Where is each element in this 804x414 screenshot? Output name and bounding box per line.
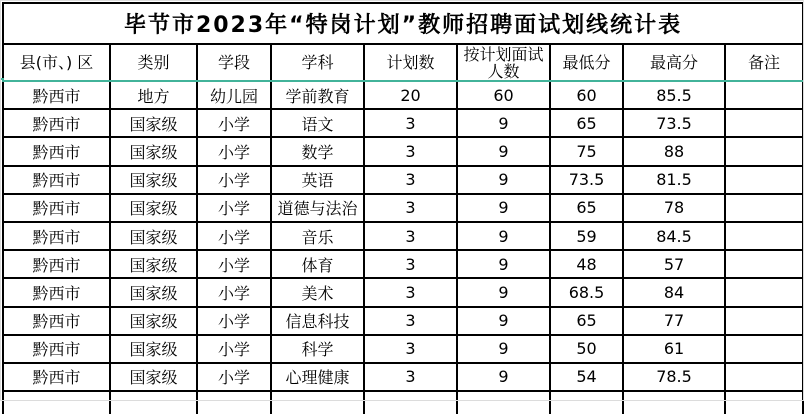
- table-cell: 体育: [271, 250, 364, 278]
- table-cell: 小学: [197, 166, 271, 194]
- table-cell: 小学: [197, 278, 271, 306]
- table-cell: 国家级: [110, 278, 197, 306]
- table-cell: 57: [623, 250, 725, 278]
- table-cell: 48: [550, 250, 623, 278]
- table-cell: 50: [550, 335, 623, 363]
- table-cell: 9: [457, 194, 550, 222]
- table-cell: 黔西市: [3, 335, 110, 363]
- table-cell: 60: [457, 81, 550, 109]
- table-cell: 3: [364, 278, 457, 306]
- table-cell: 黔西市: [3, 194, 110, 222]
- table-cell: [725, 166, 803, 194]
- table-cell: 3: [364, 250, 457, 278]
- table-row: [3, 109, 803, 137]
- table-cell: 9: [457, 222, 550, 250]
- table-cell: 77: [623, 307, 725, 335]
- table-cell: 国家级: [110, 109, 197, 137]
- table-row: [3, 194, 803, 222]
- table-cell: [725, 222, 803, 250]
- table-cell: 84: [623, 278, 725, 306]
- table-cell: 黔西市: [3, 363, 110, 391]
- header-row: [3, 44, 803, 81]
- table-cell: 地方: [110, 81, 197, 109]
- table-row: [3, 166, 803, 194]
- table-cell: 科学: [271, 335, 364, 363]
- table-cell: 心理健康: [271, 363, 364, 391]
- column-header-interviewees: 按计划面试人数: [457, 44, 550, 81]
- table-cell: [725, 363, 803, 391]
- table-cell: 道德与法治: [271, 194, 364, 222]
- table-cell: 黔西市: [3, 222, 110, 250]
- table-cell: [725, 250, 803, 278]
- column-header-remark: 备注: [725, 44, 803, 81]
- table-cell: 3: [364, 109, 457, 137]
- table-cell: 73.5: [623, 109, 725, 137]
- table-row: [3, 335, 803, 363]
- table-cell: 小学: [197, 222, 271, 250]
- table-cell: [725, 81, 803, 109]
- header-divider-line: [0, 78, 4, 80]
- table-row: [3, 81, 803, 109]
- table-cell: 78: [623, 194, 725, 222]
- table-cell: 9: [457, 278, 550, 306]
- table-cell: 小学: [197, 109, 271, 137]
- table-cell: 9: [457, 137, 550, 165]
- table-cell: [725, 307, 803, 335]
- table-cell: 9: [457, 250, 550, 278]
- table-cell: 小学: [197, 335, 271, 363]
- table-cell: 小学: [197, 250, 271, 278]
- table-cell: 国家级: [110, 222, 197, 250]
- table-cell: 9: [457, 166, 550, 194]
- table-cell: 黔西市: [3, 307, 110, 335]
- column-header-category: 类别: [110, 44, 197, 81]
- table-row: [3, 307, 803, 335]
- table-cell: [725, 278, 803, 306]
- column-header-county: 县(市、) 区: [3, 44, 110, 81]
- table-cell: [725, 137, 803, 165]
- table-cell: 9: [457, 307, 550, 335]
- table-row: [3, 222, 803, 250]
- table-cell: 85.5: [623, 81, 725, 109]
- table-row: [3, 363, 803, 391]
- interview-score-table: [2, 2, 804, 414]
- table-row-partial: [3, 391, 803, 414]
- table-cell: 学前教育: [271, 81, 364, 109]
- table-cell: 65: [550, 307, 623, 335]
- table-cell: 幼儿园: [197, 81, 271, 109]
- table-cell: 国家级: [110, 335, 197, 363]
- table-cell: 54: [550, 363, 623, 391]
- table-cell: 黔西市: [3, 81, 110, 109]
- table-cell: 3: [364, 194, 457, 222]
- statistics-sheet: [2, 2, 804, 414]
- table-cell: 9: [457, 109, 550, 137]
- table-cell: 英语: [271, 166, 364, 194]
- table-title: 毕节市2023年“特岗计划”教师招聘面试划线统计表: [3, 3, 803, 44]
- table-cell: 黔西市: [3, 137, 110, 165]
- column-header-plan-count: 计划数: [364, 44, 457, 81]
- table-cell: 81.5: [623, 166, 725, 194]
- column-header-min-score: 最低分: [550, 44, 623, 81]
- table-row: [3, 250, 803, 278]
- table-cell: 88: [623, 137, 725, 165]
- table-cell: 国家级: [110, 307, 197, 335]
- table-cell: 65: [550, 194, 623, 222]
- table-cell: 小学: [197, 307, 271, 335]
- table-cell: 75: [550, 137, 623, 165]
- table-cell: 黔西市: [3, 278, 110, 306]
- title-row: [3, 3, 803, 44]
- column-header-max-score: 最高分: [623, 44, 725, 81]
- table-cell: 国家级: [110, 250, 197, 278]
- table-cell: 音乐: [271, 222, 364, 250]
- table-cell: 65: [550, 109, 623, 137]
- table-cell: 数学: [271, 137, 364, 165]
- table-cell: 3: [364, 137, 457, 165]
- table-cell: 60: [550, 81, 623, 109]
- table-cell: 78.5: [623, 363, 725, 391]
- table-cell: 3: [364, 335, 457, 363]
- table-cell: [725, 194, 803, 222]
- table-row: [3, 278, 803, 306]
- table-cell: 3: [364, 307, 457, 335]
- table-cell: 小学: [197, 363, 271, 391]
- column-header-subject: 学科: [271, 44, 364, 81]
- table-cell: [725, 335, 803, 363]
- table-cell: [725, 109, 803, 137]
- table-cell: 黔西市: [3, 250, 110, 278]
- table-cell: 61: [623, 335, 725, 363]
- table-cell: 国家级: [110, 166, 197, 194]
- table-cell: 84.5: [623, 222, 725, 250]
- table-cell: 3: [364, 222, 457, 250]
- table-cell: 国家级: [110, 194, 197, 222]
- table-cell: 9: [457, 335, 550, 363]
- table-cell: 美术: [271, 278, 364, 306]
- table-cell: 59: [550, 222, 623, 250]
- column-header-stage: 学段: [197, 44, 271, 81]
- table-row: [3, 137, 803, 165]
- table-cell: 68.5: [550, 278, 623, 306]
- table-cell: 黔西市: [3, 109, 110, 137]
- table-cell: 语文: [271, 109, 364, 137]
- table-cell: 小学: [197, 137, 271, 165]
- table-cell: 国家级: [110, 137, 197, 165]
- table-cell: 3: [364, 166, 457, 194]
- table-cell: 3: [364, 363, 457, 391]
- table-cell: 20: [364, 81, 457, 109]
- table-cell: 73.5: [550, 166, 623, 194]
- table-cell: 黔西市: [3, 166, 110, 194]
- table-cell: 信息科技: [271, 307, 364, 335]
- table-cell: 小学: [197, 194, 271, 222]
- table-cell: 9: [457, 363, 550, 391]
- table-cell: 国家级: [110, 363, 197, 391]
